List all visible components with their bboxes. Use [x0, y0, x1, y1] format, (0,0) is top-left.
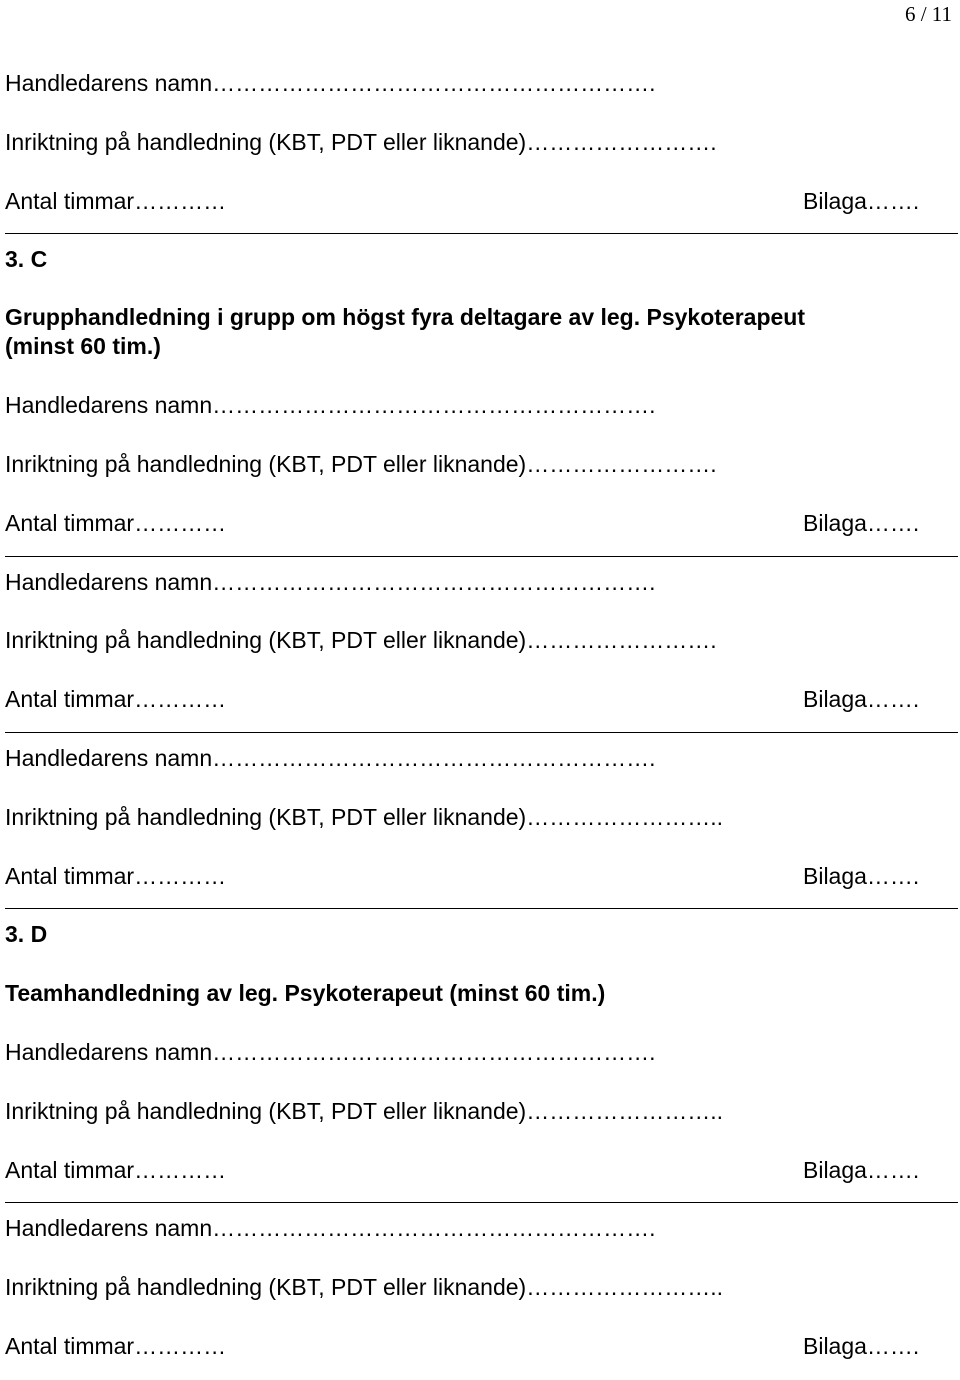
orientation-label: Inriktning på handledning (KBT, PDT eller liknande)…………………….	[5, 627, 717, 654]
orientation-label: Inriktning på handledning (KBT, PDT eller liknande)…………………….	[5, 128, 717, 155]
page-number: 6 / 11	[904, 2, 952, 26]
section-title-3d: Teamhandledning av leg. Psykoterapeut (minst 60 tim.)	[5, 980, 606, 1007]
hours-label: Antal timmar…………	[5, 686, 227, 713]
orientation-field[interactable]	[5, 1262, 958, 1321]
hours-label: Antal timmar…………	[5, 862, 227, 889]
orientation-label: Inriktning på handledning (KBT, PDT eller liknande)……………………..	[5, 1274, 723, 1301]
orientation-label: Inriktning på handledning (KBT, PDT eller liknande)……………………..	[5, 1097, 723, 1124]
attachment-label: Bilaga…….	[803, 686, 920, 713]
attachment-label: Bilaga…….	[803, 862, 920, 889]
hours-label: Antal timmar…………	[5, 187, 227, 214]
supervisor-name-label: Handledarens namn………………………………………………….	[5, 70, 656, 96]
supervisor-name-field[interactable]	[5, 58, 958, 117]
section-title-3c-line1: Grupphandledning i grupp om högst fyra deltagare av leg. Psykoterapeut	[5, 304, 806, 331]
orientation-field[interactable]	[5, 117, 958, 176]
hours-attachment-row[interactable]	[5, 1145, 958, 1204]
document-body	[5, 62, 958, 1380]
supervisor-name-field[interactable]	[5, 1027, 958, 1086]
section-title-3c	[5, 293, 958, 380]
orientation-field[interactable]	[5, 615, 958, 674]
section-number-3d: 3. D	[5, 921, 48, 948]
supervisor-name-field[interactable]	[5, 1203, 958, 1262]
hours-attachment-row[interactable]	[5, 851, 958, 910]
supervisor-name-field[interactable]	[5, 733, 958, 792]
orientation-field[interactable]	[5, 1086, 958, 1145]
hours-attachment-row[interactable]	[5, 176, 958, 235]
hours-attachment-row[interactable]	[5, 498, 958, 557]
supervisor-name-field[interactable]	[5, 557, 958, 616]
hours-label: Antal timmar…………	[5, 1332, 227, 1359]
orientation-field[interactable]	[5, 439, 958, 498]
hours-attachment-row[interactable]	[5, 674, 958, 733]
orientation-label: Inriktning på handledning (KBT, PDT eller liknande)……………………..	[5, 803, 723, 830]
attachment-label: Bilaga…….	[803, 1156, 920, 1183]
orientation-field[interactable]	[5, 792, 958, 851]
hours-label: Antal timmar…………	[5, 1156, 227, 1183]
hours-label: Antal timmar…………	[5, 509, 227, 536]
supervisor-name-label: Handledarens namn………………………………………………….	[5, 744, 656, 771]
supervisor-name-label: Handledarens namn………………………………………………….	[5, 1215, 656, 1242]
attachment-label: Bilaga…….	[803, 509, 920, 536]
supervisor-name-field[interactable]	[5, 380, 958, 439]
supervisor-name-label: Handledarens namn………………………………………………….	[5, 392, 656, 419]
supervisor-name-label: Handledarens namn………………………………………………….	[5, 568, 656, 595]
attachment-label: Bilaga…….	[803, 187, 920, 214]
section-title-3c-line2: (minst 60 tim.)	[5, 333, 161, 360]
hours-attachment-row[interactable]	[5, 1321, 958, 1380]
supervisor-name-label: Handledarens namn………………………………………………….	[5, 1038, 656, 1065]
section-number-3c: 3. C	[5, 246, 48, 273]
attachment-label: Bilaga…….	[803, 1332, 920, 1359]
orientation-label: Inriktning på handledning (KBT, PDT eller liknande)…………………….	[5, 450, 717, 477]
